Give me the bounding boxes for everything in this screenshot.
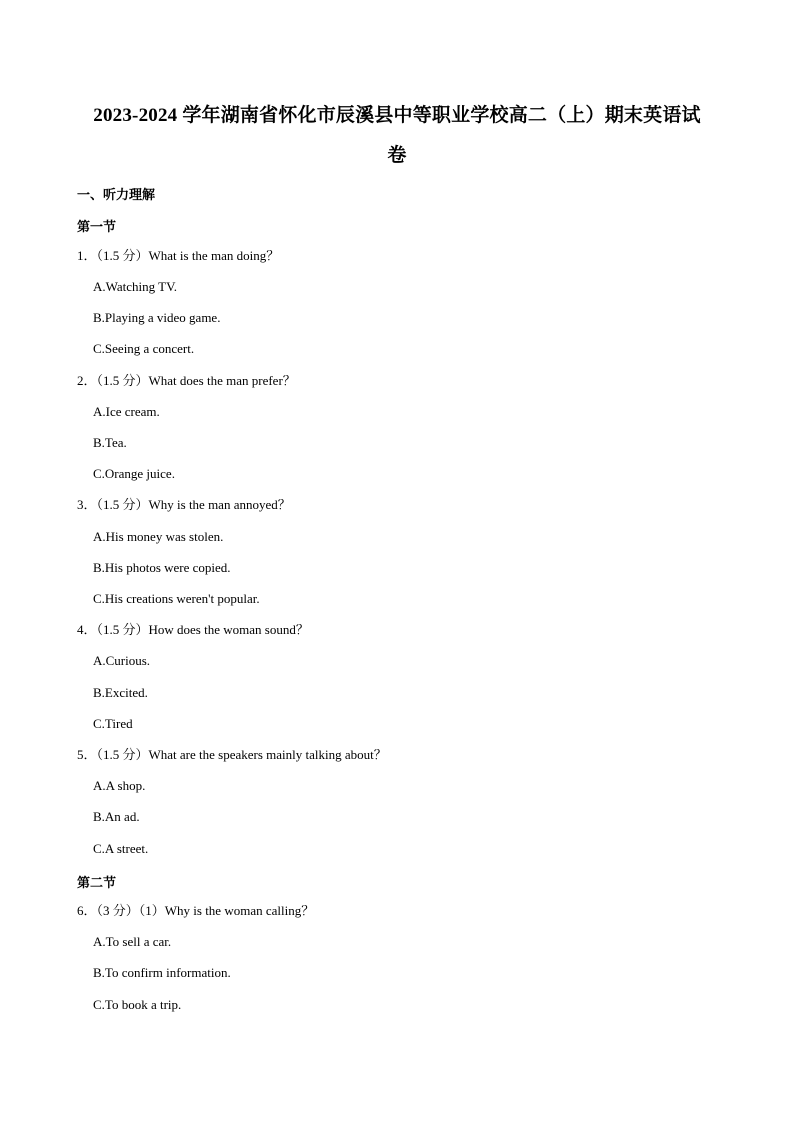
question-2-stem: 2．（1.5 分）What does the man prefer？: [77, 373, 296, 388]
question-1-option-b: B.Playing a video game.: [93, 310, 221, 325]
exam-title: [60, 96, 734, 176]
question-5-option-b: B.An ad.: [93, 809, 140, 824]
question-4-option-b: B.Excited.: [93, 685, 148, 700]
question-5-option-a: A.A shop.: [93, 778, 146, 793]
question-2-option-c: C.Orange juice.: [93, 466, 175, 481]
question-5-option-c: C.A street.: [93, 841, 149, 856]
section-heading-2: 第二节: [77, 876, 117, 891]
part-heading-listening: 一、听力理解: [77, 188, 156, 203]
question-1-option-a: A.Watching TV.: [93, 279, 178, 294]
question-3-stem: 3．（1.5 分）Why is the man annoyed？: [77, 497, 291, 512]
question-6-option-b: B.To confirm information.: [93, 965, 231, 980]
question-3-option-c: C.His creations weren't popular.: [93, 591, 260, 606]
question-3-option-b: B.His photos were copied.: [93, 560, 231, 575]
question-4-option-c: C.Tired: [93, 716, 133, 731]
question-3-option-a: A.His money was stolen.: [93, 529, 224, 544]
exam-title-line-2: 卷: [387, 145, 407, 166]
question-1-option-c: C.Seeing a concert.: [93, 341, 195, 356]
question-6-stem: 6．（3 分）（1）Why is the woman calling？: [77, 903, 315, 918]
question-4-option-a: A.Curious.: [93, 653, 151, 668]
question-2-option-b: B.Tea.: [93, 435, 127, 450]
section-heading-1: 第一节: [77, 220, 117, 235]
question-2-option-a: A.Ice cream.: [93, 404, 160, 419]
question-4-stem: 4．（1.5 分）How does the woman sound？: [77, 622, 309, 637]
question-5-stem: 5．（1.5 分）What are the speakers mainly talking about？: [77, 747, 387, 762]
question-6-option-c: C.To book a trip.: [93, 997, 182, 1012]
exam-title-line-1: 2023-2024 学年湖南省怀化市辰溪县中等职业学校高二（上）期末英语试: [93, 105, 701, 126]
question-1-stem: 1．（1.5 分）What is the man doing？: [77, 248, 280, 263]
question-6-option-a: A.To sell a car.: [93, 934, 172, 949]
